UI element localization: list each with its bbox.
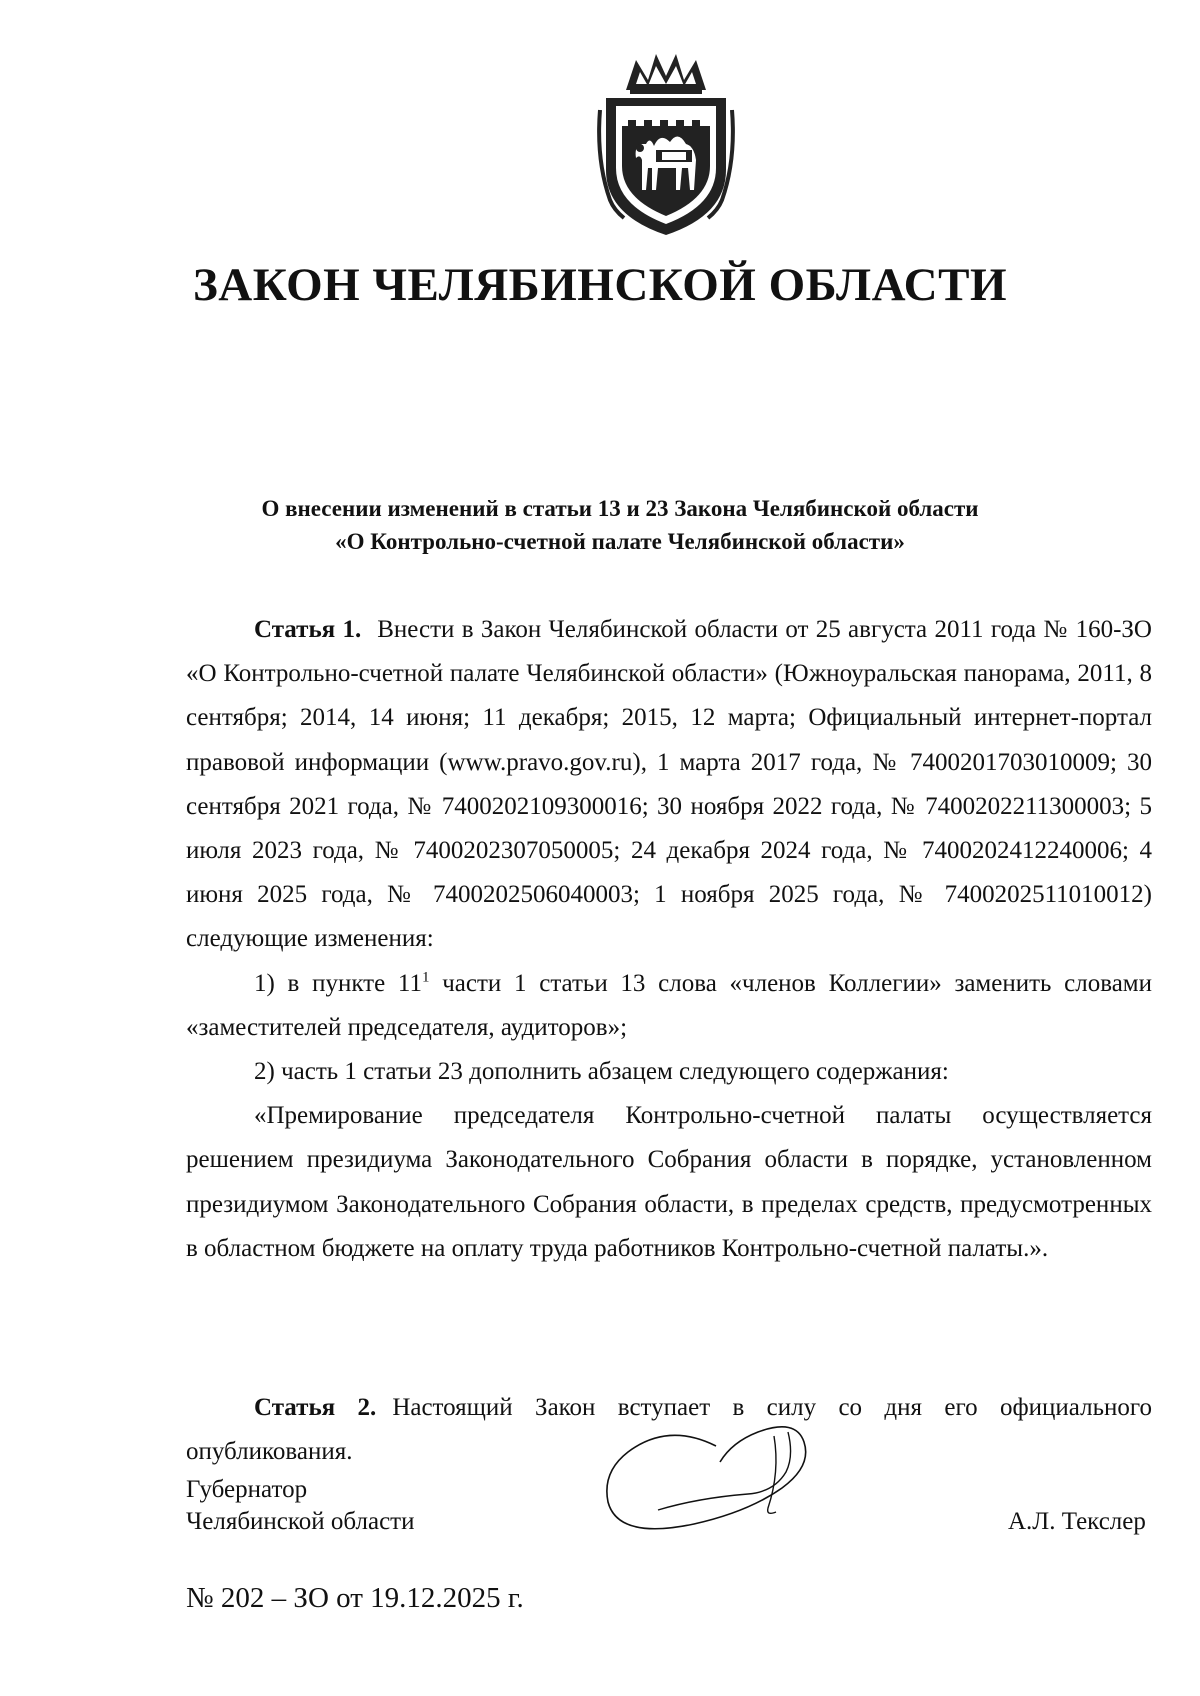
article-1-label: Статья 1. bbox=[254, 616, 362, 643]
article-2-body: Настоящий Закон вступает в силу со дня его официального опубликования. bbox=[186, 1394, 1152, 1466]
article-1 bbox=[186, 608, 1152, 1271]
law-subtitle bbox=[160, 492, 1080, 558]
item-1-superscript: 1 bbox=[421, 969, 430, 986]
article-1-intro bbox=[186, 608, 1152, 962]
handwritten-signature bbox=[598, 1412, 828, 1552]
law-title: ЗАКОН ЧЕЛЯБИНСКОЙ ОБЛАСТИ bbox=[192, 259, 1008, 311]
chelyabinsk-coat-of-arms-icon bbox=[596, 50, 736, 240]
item-1-text-start: 1) в пункте 11 bbox=[254, 969, 422, 997]
signatory-title-line-1: Губернатор bbox=[186, 1476, 308, 1503]
item-1-text-end: части 1 статьи 13 слова «членов Коллегии» заменить словами «заместителей председателя, аудиторов»; bbox=[186, 969, 1152, 1041]
subtitle-line-2: «О Контрольно-счетной палате Челябинской области» bbox=[335, 529, 905, 554]
article-1-quote: «Премирование председателя Контрольно-счетной палаты осуществляется решением президиума Законодательного Собрания области в порядке, установленном президиумом Законодательного Собрания области, в пределах средств, предусмотренных в областном бюджете на оплату труда работников Контрольно-счетной палаты.». bbox=[186, 1102, 1152, 1262]
signatory-name: А.Л. Текслер bbox=[1008, 1508, 1146, 1535]
law-number: № 202 – ЗО от 19.12.2025 г. bbox=[186, 1582, 524, 1614]
article-1-item-2: 2) часть 1 статьи 23 дополнить абзацем следующего содержания: bbox=[254, 1058, 949, 1086]
signatory-title-line-2: Челябинской области bbox=[186, 1508, 415, 1535]
article-2-label: Статья 2. bbox=[254, 1394, 377, 1421]
subtitle-line-1: О внесении изменений в статьи 13 и 23 Закона Челябинской области bbox=[261, 496, 979, 521]
article-1-intro-text: Внести в Закон Челябинской области от 25 августа 2011 года № 160-ЗО «О Контрольно-счетной палате Челябинской области» (Южноуральская панорама, 2011, 8 сентября; 2014, 14 июня; 11 декабря; 2015, 12 марта; Официальный интернет-портал правовой информации (www.pravo.gov.ru), 1 марта 2017 года, № 7400201703010009; 30 сентября 2021 года, № 7400202109300016; 30 ноября 2022 года, № 7400202211300003; 5 июля 2023 года, № 7400202307050005; 24 декабря 2024 года, № 7400202412240006; 4 июня 2025 года, № 7400202506040003; 1 ноября 2025 года, № 7400202511010012) следующие изменения: bbox=[186, 616, 1152, 953]
article-1-item-1 bbox=[186, 962, 1152, 1050]
signatory-title-block bbox=[186, 1474, 414, 1538]
